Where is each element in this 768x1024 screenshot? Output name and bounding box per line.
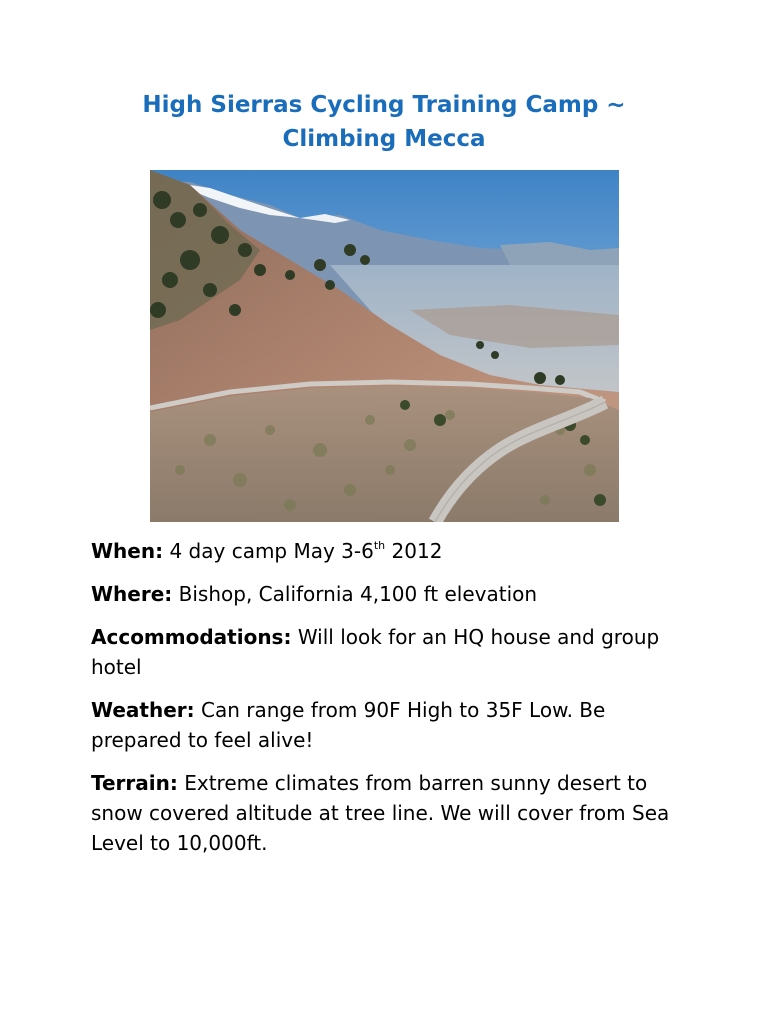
accommodations-paragraph xyxy=(91,622,691,682)
when-text: 4 day camp May 3-6 xyxy=(163,539,374,563)
when-paragraph xyxy=(91,536,691,566)
weather-label: Weather: xyxy=(91,698,195,722)
where-text: Bishop, California 4,100 ft elevation xyxy=(172,582,538,606)
mountain-road-photo xyxy=(150,170,619,522)
title-line-1: High Sierras Cycling Training Camp ~ xyxy=(142,92,626,118)
when-label: When: xyxy=(91,539,164,563)
accommodations-text: Will look for an HQ house and group hotel xyxy=(91,625,660,679)
terrain-label: Terrain: xyxy=(91,771,178,795)
when-year: 2012 xyxy=(385,539,443,563)
where-label: Where: xyxy=(91,582,173,606)
details-section xyxy=(91,536,691,871)
accommodations-label: Accommodations: xyxy=(91,625,292,649)
title-line-2: Climbing Mecca xyxy=(282,126,486,152)
weather-text: Can range from 90F High to 35F Low. Be prepared to feel alive! xyxy=(91,698,606,752)
where-paragraph xyxy=(91,579,691,609)
terrain-text: Extreme climates from barren sunny desert to snow covered altitude at tree line. We will cover from Sea Level to 10,000ft. xyxy=(91,771,670,855)
document-title xyxy=(0,88,768,156)
weather-paragraph xyxy=(91,695,691,755)
terrain-paragraph xyxy=(91,768,691,858)
when-ordinal: th xyxy=(373,539,386,552)
